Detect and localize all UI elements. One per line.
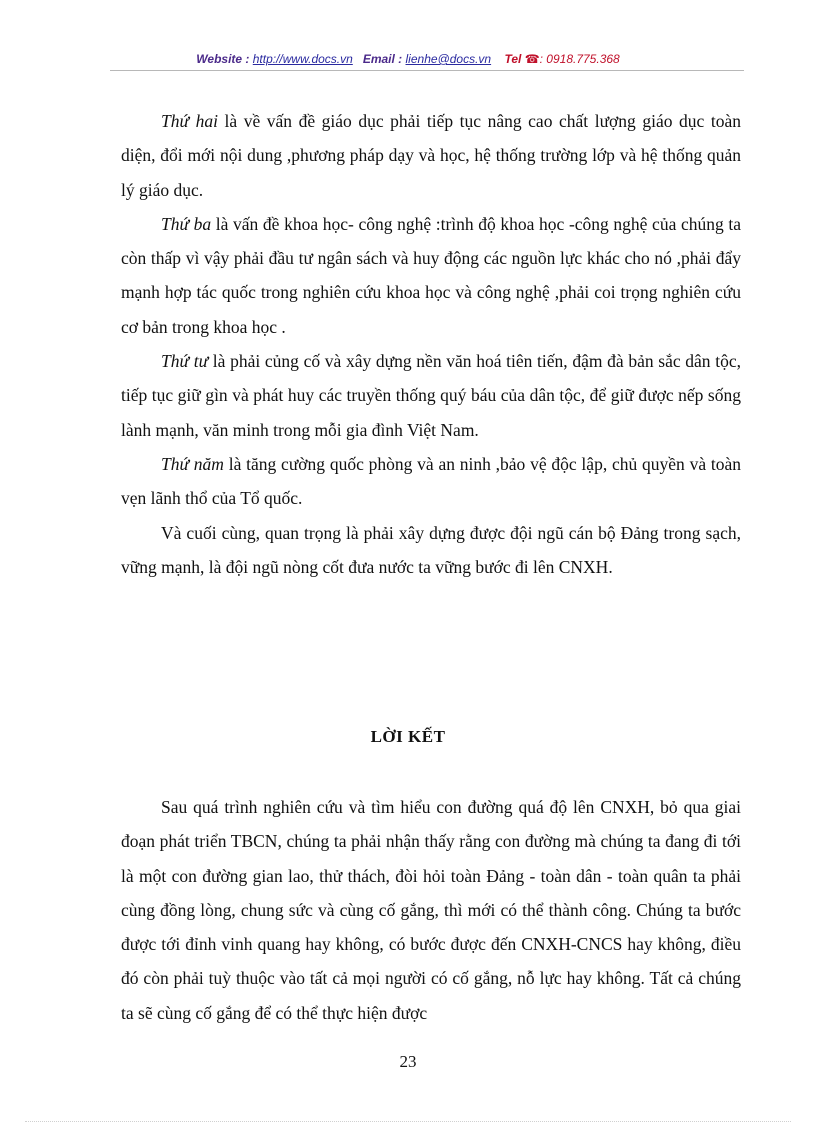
paragraph-lead: Thứ ba: [161, 213, 212, 234]
email-label: Email :: [362, 52, 403, 66]
conclusion-text: [121, 790, 741, 1030]
website-link[interactable]: http://www.docs.vn: [252, 52, 353, 66]
paragraph: [121, 207, 741, 344]
paragraph: [121, 104, 741, 207]
paragraph-body: là vấn đề khoa học- công nghệ :trình độ khoa học -công nghệ của chúng ta còn thấp vì vậy phải đầu tư ngân sách và huy động các nguồn lực khác cho nó ,phải đẩy mạnh hợp tác quốc trong nghiên cứu khoa học và công nghệ ,phải coi trọng nghiên cứu cơ bản trong khoa học .: [121, 213, 741, 337]
website-label: Website :: [196, 52, 250, 66]
paragraph-body: là về vấn đề giáo dục phải tiếp tục nâng cao chất lượng giáo dục toàn diện, đổi mới nội dung ,phương pháp dạy và học, hệ thống trường lớp và hệ thống quản lý giáo dục.: [121, 111, 742, 200]
paragraph-body: là phải củng cố và xây dựng nền văn hoá tiên tiến, đậm đà bản sắc dân tộc, tiếp tục giữ gìn và phát huy các truyền thống quý báu của dân tộc, để giữ được nếp sống lành mạnh, văn minh trong mỗi gia đình Việt Nam.: [121, 351, 741, 440]
email-link[interactable]: lienhe@docs.vn: [405, 52, 492, 66]
page-header: [0, 52, 816, 66]
phone-icon: ☎: [524, 52, 540, 66]
paragraph-body: Và cuối cùng, quan trọng là phải xây dựng được đội ngũ cán bộ Đảng trong sạch, vững mạnh, là đội ngũ nòng cốt đưa nước ta vững bước đi lên CNXH.: [121, 522, 741, 577]
tel-label: Tel: [504, 52, 522, 66]
paragraph: [121, 516, 741, 585]
paragraph-lead: Thứ năm: [161, 453, 224, 474]
tel-value: : 0918.775.368: [539, 52, 620, 66]
paragraph-lead: Thứ hai: [161, 111, 218, 131]
paragraph: [121, 447, 741, 516]
page-number: 23: [399, 1052, 417, 1071]
paragraph-lead: Thứ tư: [161, 351, 209, 372]
conclusion-paragraph: Sau quá trình nghiên cứu và tìm hiểu con đường quá độ lên CNXH, bỏ qua giai đoạn phát triển TBCN, chúng ta phải nhận thấy rằng con đường mà chúng ta đang đi tới là một con đường gian lao, thử thách, đòi hỏi toàn Đảng - toàn dân - toàn quân ta phải cùng đồng lòng, chung sức và cùng cố gắng, thì mới có thể thành công. Chúng ta bước được tới đỉnh vinh quang hay không, có bước được đến CNXH-CNCS hay không, điều đó còn phải tuỳ thuộc vào tất cả mọi người có cố gắng, nỗ lực hay không. Tất cả chúng ta sẽ cùng cố gắng để có thể thực hiện được: [121, 797, 741, 1023]
paragraph: [121, 344, 741, 447]
paragraph-body: là tăng cường quốc phòng và an ninh ,bảo vệ độc lập, chủ quyền và toàn vẹn lãnh thổ của Tổ quốc.: [121, 453, 741, 509]
page-bottom-border: [25, 1121, 791, 1122]
section-title: LỜI KẾT: [370, 727, 446, 746]
header-divider: [110, 70, 744, 71]
body-text: [121, 104, 741, 584]
